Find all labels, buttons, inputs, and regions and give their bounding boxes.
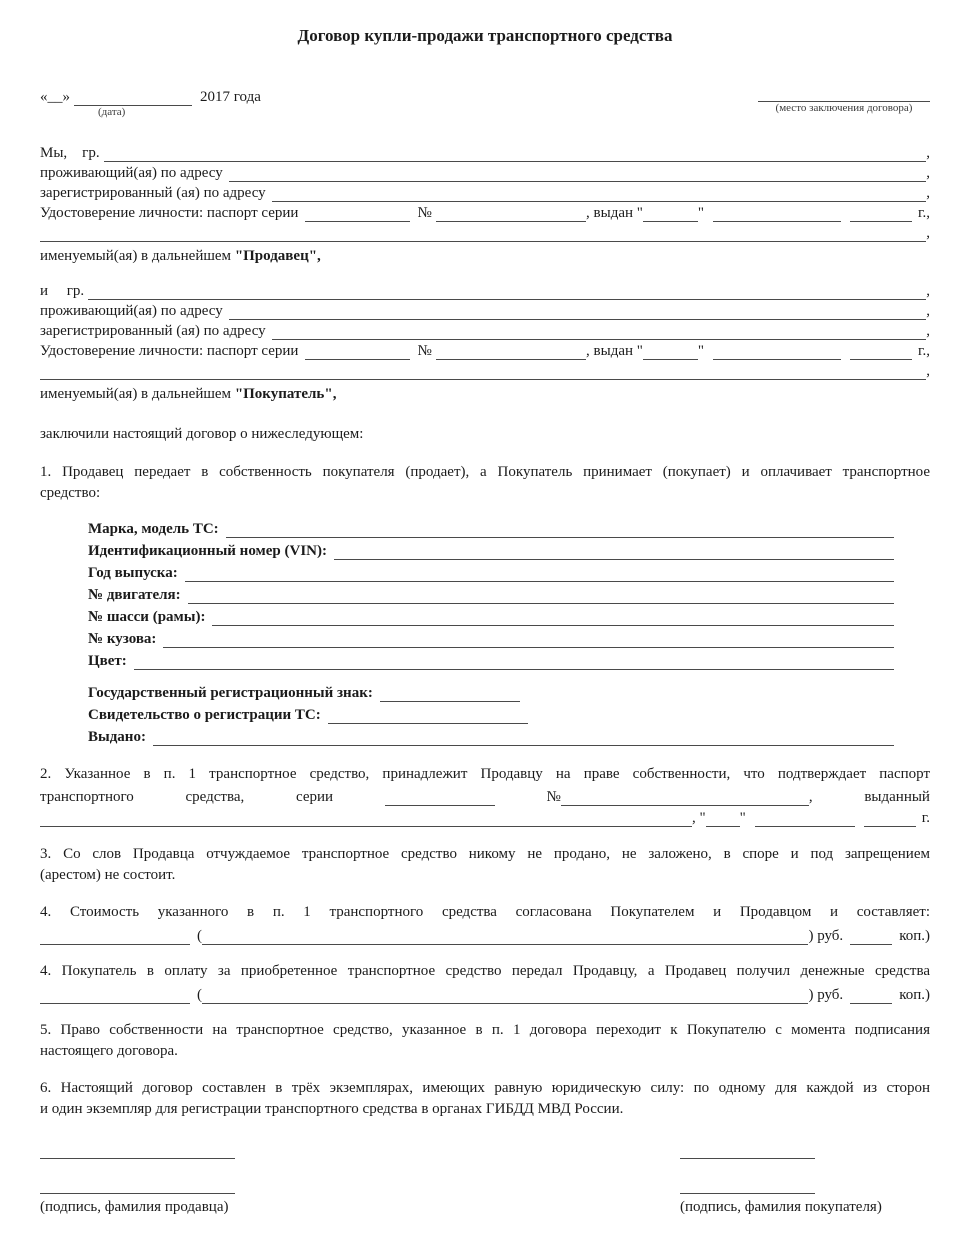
clause-5-line-2: настоящего договора. [40,1043,178,1059]
line-comma: , [926,323,930,339]
buyer-registered-blank [272,324,927,340]
clause-2-line-3 [40,806,930,827]
price-digits-blank [40,929,190,945]
buyer-issue-day-blank [643,344,698,360]
buyer-address-blank [229,304,926,320]
vehicle-vin-label: Идентификационный номер (VIN): [88,543,327,559]
place-block [758,86,930,118]
kopecks-blank [850,988,892,1004]
seller-registered-label: зарегистрированный (ая) по адресу [40,185,266,201]
number-sign: № [417,205,432,221]
pts-year-blank [864,811,916,827]
buyer-role: "Покупатель", [234,386,337,402]
clause-3-line-1: 3. Со слов Продавца отчуждаемое транспортное средство никому не продано, не заложено, в споре и под запрещением [40,846,930,862]
pts-number-group [547,789,813,806]
rub-label: ) руб. [808,928,844,944]
seller-signature-column [40,1138,240,1216]
clause-2-word: средства, [185,789,245,805]
year-suffix: г., [918,343,930,359]
vehicle-regplate-label: Государственный регистрационный знак: [88,685,373,701]
clause-2-line-1: 2. Указанное в п. 1 транспортное средство, принадлежит Продавцу на праве собственности, что подтверждает паспорт [40,766,930,782]
clause-6-line-2: и один экземпляр для регистрации транспортного средства в органах ГИБДД МВД России. [40,1101,624,1117]
year-suffix: г., [918,205,930,221]
vehicle-regcert-row [88,702,894,724]
vehicle-year-label: Год выпуска: [88,565,178,581]
vehicle-color-blank [134,654,894,670]
vehicle-regcert-label: Свидетельство о регистрации ТС: [88,707,321,723]
vehicle-field-row [88,538,894,560]
date-line [40,86,261,106]
date-blank [74,90,192,106]
vehicle-field-row [88,604,894,626]
vehicle-vin-blank [334,544,894,560]
clause-3 [40,844,930,886]
vehicle-issued-row [88,724,894,746]
clause-6 [40,1078,930,1120]
clause-4b-amount-line [40,982,930,1004]
clause-4b-line-1: 4. Покупатель в оплату за приобретенное транспортное средство передал Продавцу, а Продавец получил денежные средства [40,963,930,979]
buyer-passport-number-blank [436,344,586,360]
seller-passport-label: Удостоверение личности: паспорт серии [40,205,299,221]
buyer-block [40,280,930,404]
vehicle-color-label: Цвет: [88,653,127,669]
place-caption: (место заключения договора) [775,102,913,114]
seller-signature-caption: (подпись, фамилия продавца) [40,1199,229,1215]
seller-issue-month-blank [713,206,841,222]
buyer-extra-blank [40,364,926,380]
line-comma: , [926,283,930,299]
kopecks-blank [850,929,892,945]
vehicle-regplate-blank [380,686,520,702]
open-paren: ( [197,987,202,1003]
buyer-passport-series-blank [305,344,410,360]
seller-passport-number-blank [436,206,586,222]
clause-4a-line-1: 4. Стоимость указанного в п. 1 транспортного средства согласована Покупателем и Продавцом и составляет: [40,904,930,920]
seller-registered-blank [272,186,927,202]
seller-signature-blank [40,1138,235,1159]
buyer-registered-label: зарегистрированный (ая) по адресу [40,323,266,339]
clause-2-word: транспортного [40,789,134,805]
clause-2-word: выданный [864,789,930,805]
date-caption: (дата) [98,106,126,118]
clause-4-payment [40,961,930,1004]
clause-2 [40,764,930,827]
preamble: заключили настоящий договор о нижеследующем: [40,426,364,442]
vehicle-engine-blank [188,588,894,604]
buyer-passport-label: Удостоверение личности: паспорт серии [40,343,299,359]
vehicle-chassis-label: № шасси (рамы): [88,609,206,625]
quote-close: " [697,343,705,359]
vehicle-issued-label: Выдано: [88,729,146,745]
vehicle-field-row [88,626,894,648]
place-blank [758,86,930,102]
clause-2-word: серии [296,789,334,805]
vehicle-field-row [88,582,894,604]
line-comma: , [926,303,930,319]
buyer-signature-column [680,1138,885,1216]
buyer-intro: и гр. [40,283,85,299]
line-comma: , [926,165,930,181]
seller-name-blank [104,146,927,162]
clause-5 [40,1020,930,1062]
seller-name-line [40,142,930,162]
clause-2-tail-end: г. [921,810,930,826]
seller-intro: Мы, гр. [40,145,100,161]
year-label: 2017 года [200,89,261,105]
seller-named-label: именуемый(ая) в дальнейшем [40,248,232,264]
kop-label: коп.) [899,928,930,944]
buyer-issued-label: , выдан " [586,343,643,359]
buyer-surname-blank [680,1173,815,1194]
buyer-named-label: именуемый(ая) в дальнейшем [40,386,232,402]
seller-registered-line [40,182,930,202]
vehicle-regplate-row [88,680,894,702]
kop-label: коп.) [899,987,930,1003]
vehicle-make-blank [226,522,894,538]
line-comma: , [926,225,930,241]
seller-issue-day-blank [643,206,698,222]
buyer-role-line [40,384,930,404]
clause-1 [40,462,930,504]
vehicle-body-label: № кузова: [88,631,157,647]
buyer-address-label: проживающий(ая) по адресу [40,303,223,319]
pts-issuer-blank [40,811,692,827]
seller-extra-blank [40,226,926,242]
seller-passport-series-blank [305,206,410,222]
number-sign: № [546,789,561,805]
line-comma: , [808,789,813,805]
date-block [40,86,261,118]
vehicle-field-row [88,516,894,538]
clause-4a-amount-line [40,923,930,945]
buyer-signature-blank [680,1138,815,1159]
rub-label: ) руб. [808,987,844,1003]
pts-day-blank [706,811,740,827]
vehicle-year-blank [185,566,894,582]
quote-close: " [739,810,746,826]
line-comma: , [926,185,930,201]
payment-words-blank [202,988,808,1004]
clause-4-price [40,902,930,945]
vehicle-field-row [88,648,894,670]
buyer-address-line [40,300,930,320]
date-quotes: «__» [40,89,70,105]
buyer-signature-caption: (подпись, фамилия покупателя) [680,1199,882,1215]
pts-month-blank [755,811,855,827]
pts-series-blank [385,790,495,806]
date-place-row [40,86,930,118]
seller-passport-line [40,202,930,222]
vehicle-issued-blank [153,730,894,746]
buyer-name-line [40,280,930,300]
buyer-extra-line [40,360,930,380]
seller-issue-year-blank [850,206,912,222]
clause-6-line-1: 6. Настоящий договор составлен в трёх экземплярах, имеющих равную юридическую силу: по одному для каждой из сторон [40,1080,930,1096]
vehicle-regcert-blank [328,708,528,724]
vehicle-body-blank [163,632,894,648]
seller-address-label: проживающий(ая) по адресу [40,165,223,181]
clause-2-tail-open: , " [692,810,706,826]
vehicle-make-label: Марка, модель ТС: [88,521,219,537]
number-sign: № [417,343,432,359]
seller-issued-label: , выдан " [586,205,643,221]
clause-5-line-1: 5. Право собственности на транспортное средство, указанное в п. 1 договора переходит к Покупателю с момента подписания [40,1022,930,1038]
line-comma: , [926,145,930,161]
clause-1-line-1: 1. Продавец передает в собственность покупателя (продает), а Покупатель принимает (покупает) и оплачивает транспортное [40,464,930,480]
buyer-issue-year-blank [850,344,912,360]
signatures-block [40,1138,930,1216]
document-title: Договор купли-продажи транспортного средства [297,26,673,45]
pts-number-blank [561,790,809,806]
buyer-registered-line [40,320,930,340]
buyer-name-blank [88,284,926,300]
clause-3-line-2: (арестом) не состоит. [40,867,176,883]
seller-role: "Продавец", [234,248,321,264]
seller-surname-blank [40,1173,235,1194]
buyer-issue-month-blank [713,344,841,360]
open-paren: ( [197,928,202,944]
seller-extra-line [40,222,930,242]
vehicle-field-row [88,560,894,582]
buyer-passport-line [40,340,930,360]
clause-1-line-2: средство: [40,485,101,501]
seller-address-blank [229,166,926,182]
seller-address-line [40,162,930,182]
price-words-blank [202,929,808,945]
clause-2-line-2 [40,785,930,806]
vehicle-details-block [88,516,894,746]
line-comma: , [926,363,930,379]
quote-close: " [697,205,705,221]
seller-block [40,142,930,266]
vehicle-engine-label: № двигателя: [88,587,181,603]
vehicle-chassis-blank [212,610,894,626]
payment-digits-blank [40,988,190,1004]
seller-role-line [40,246,930,266]
